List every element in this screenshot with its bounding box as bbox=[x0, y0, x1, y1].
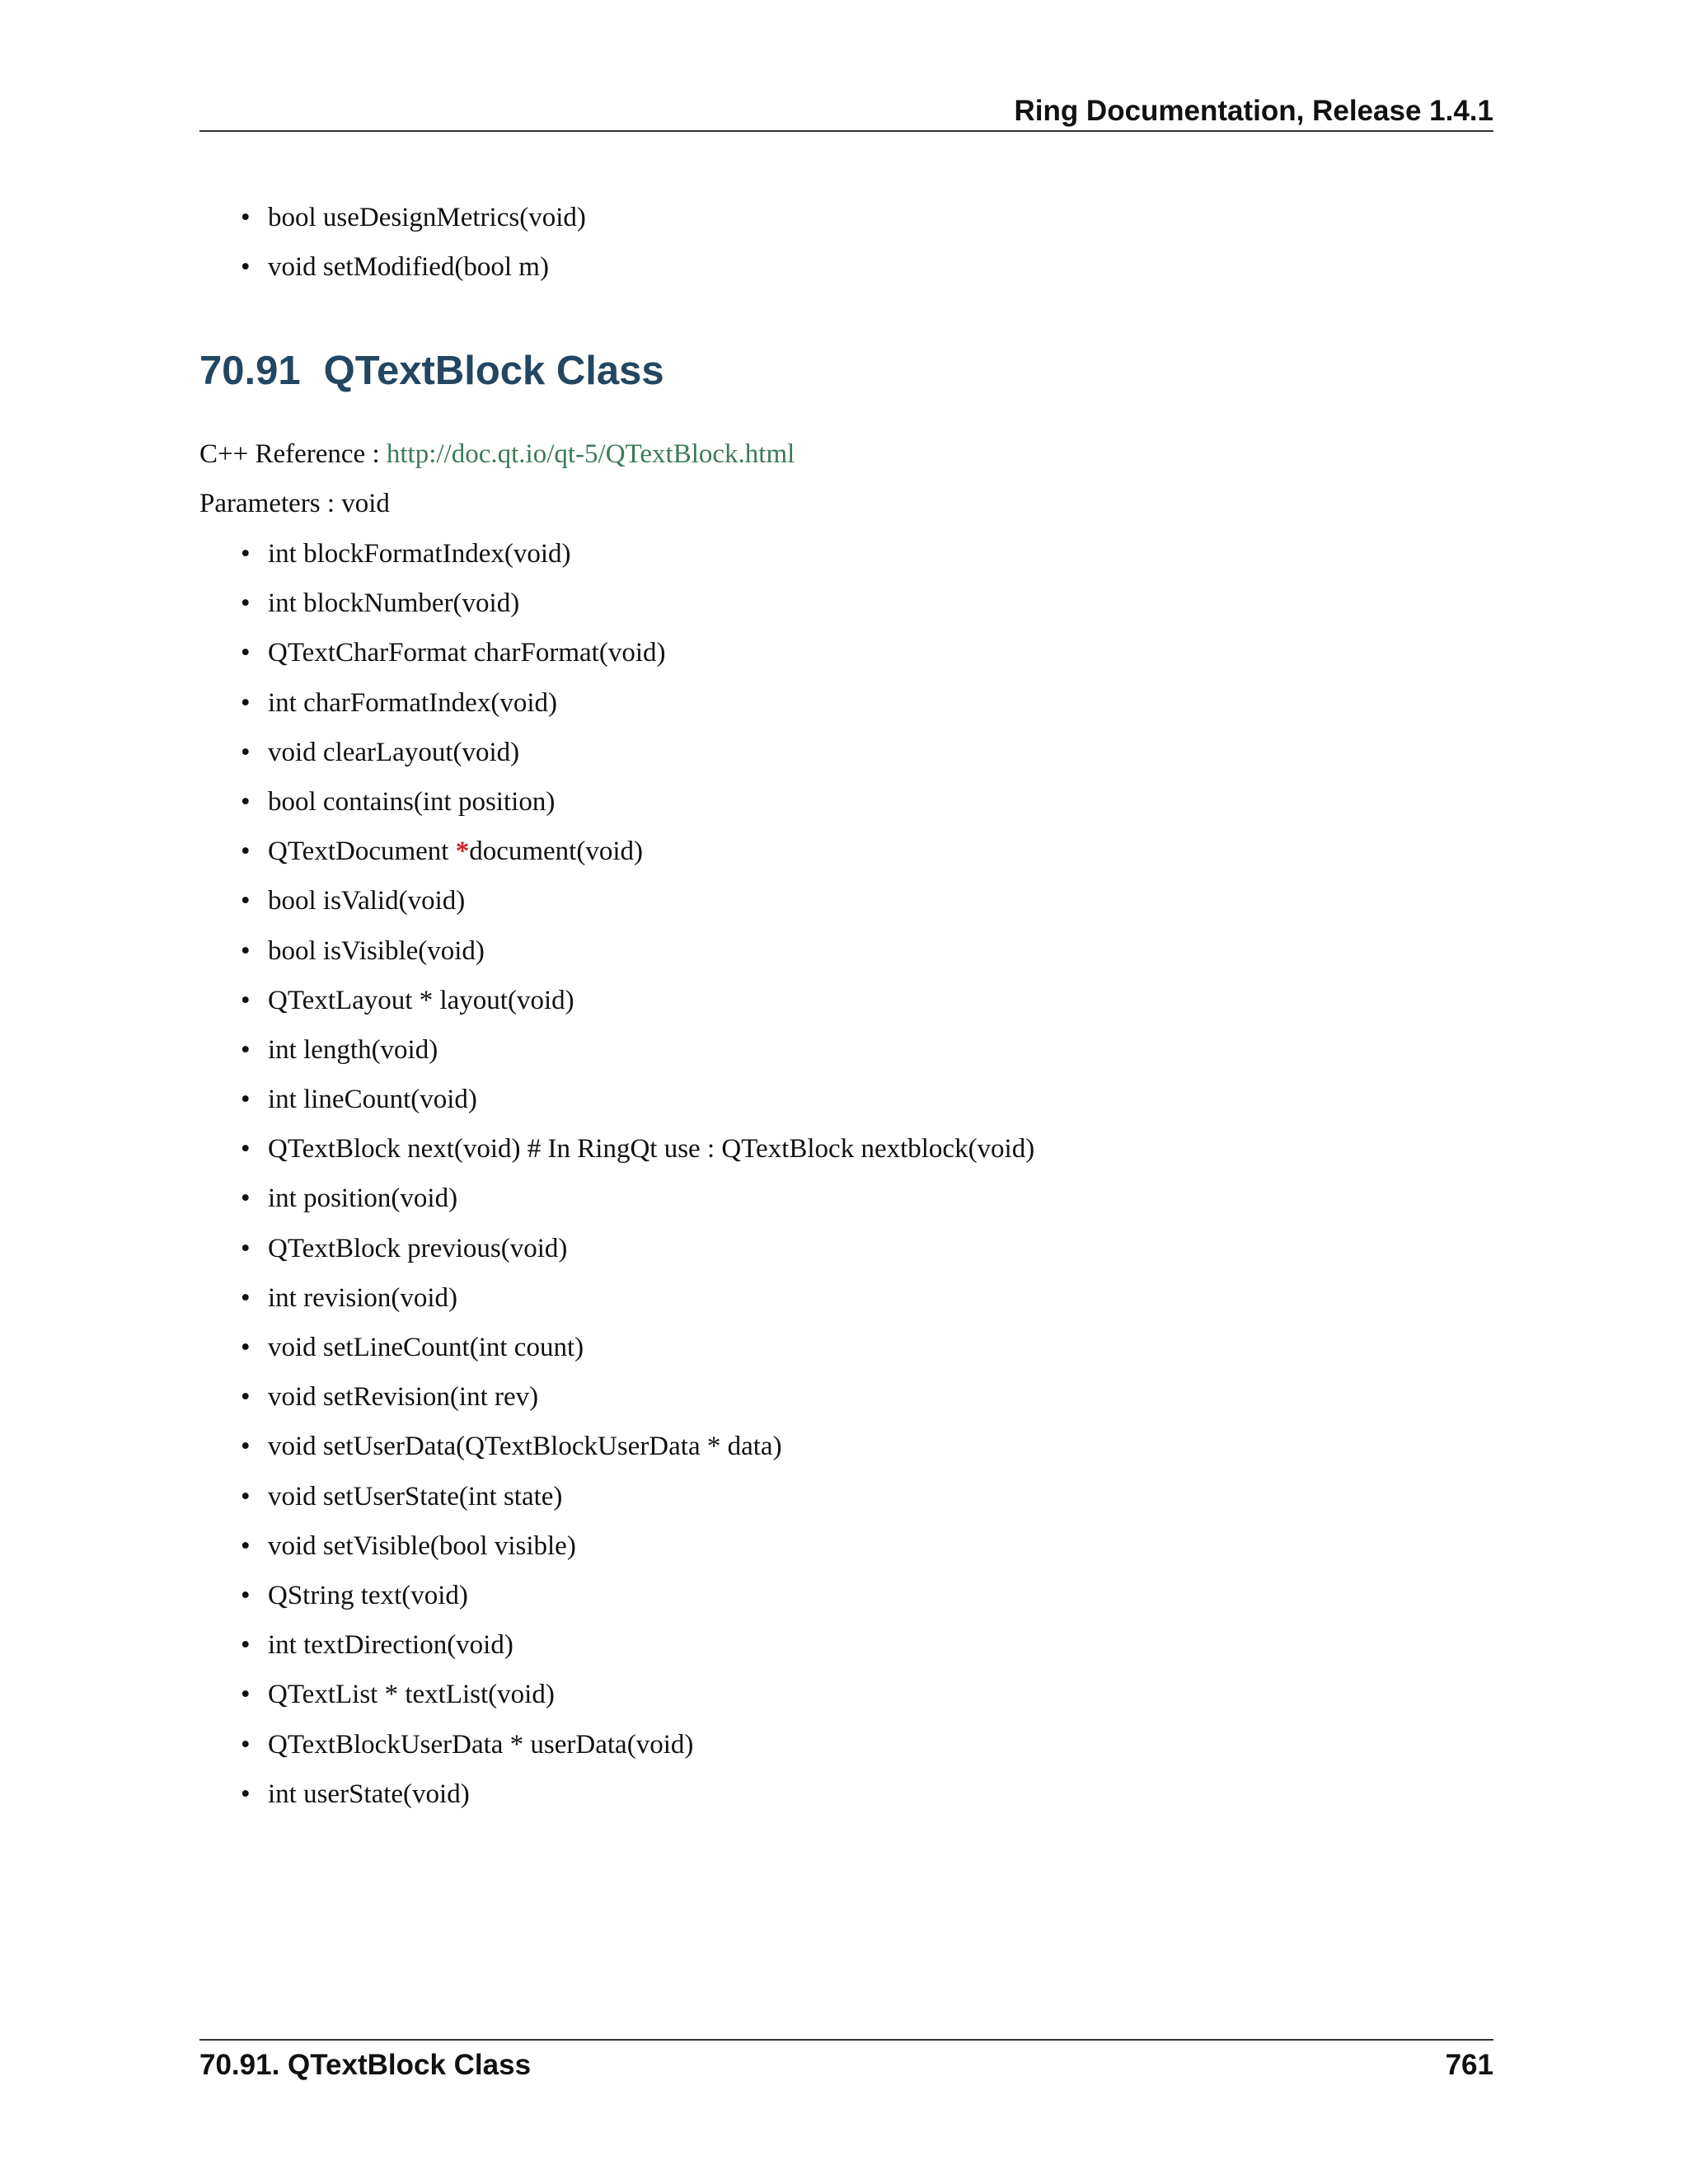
list-item bbox=[241, 728, 1034, 777]
method-suffix: document(void) bbox=[469, 837, 643, 867]
asterisk-marker: * bbox=[455, 837, 470, 867]
bullet-icon: • bbox=[241, 886, 251, 916]
section-number: 70.91 bbox=[199, 349, 301, 393]
bullet-icon: • bbox=[241, 588, 251, 619]
bullet-icon: • bbox=[241, 1432, 251, 1462]
cpp-reference-line bbox=[199, 434, 795, 475]
list-item bbox=[241, 1521, 1034, 1571]
list-item bbox=[241, 242, 586, 292]
list-item bbox=[241, 777, 1034, 827]
bullet-icon: • bbox=[241, 1034, 251, 1065]
method-signature: void setUserData(QTextBlockUserData * data) bbox=[268, 1432, 782, 1462]
method-signature: bool isVisible(void) bbox=[268, 935, 485, 966]
list-item bbox=[241, 1720, 1034, 1769]
bullet-icon: • bbox=[241, 1282, 251, 1313]
bullet-icon: • bbox=[241, 203, 251, 232]
reference-link[interactable]: http://doc.qt.io/qt-5/QTextBlock.html bbox=[386, 439, 795, 469]
method-prefix: QTextDocument bbox=[268, 837, 456, 867]
list-item bbox=[241, 529, 1034, 579]
method-signature: QTextBlock next(void) # In RingQt use : QTextBlock nextblock(void) bbox=[268, 1134, 1035, 1165]
list-item bbox=[241, 876, 1034, 926]
method-signature: void setModified(bool m) bbox=[268, 252, 549, 283]
bullet-icon: • bbox=[241, 1580, 251, 1610]
page-number: 761 bbox=[1445, 2049, 1493, 2081]
reference-label: C++ Reference : bbox=[199, 439, 387, 469]
method-signature: int position(void) bbox=[268, 1183, 458, 1214]
method-list bbox=[241, 529, 1034, 1819]
method-signature: QTextLayout * layout(void) bbox=[268, 985, 574, 1015]
list-item bbox=[241, 193, 586, 242]
bullet-icon: • bbox=[241, 1530, 251, 1561]
bullet-icon: • bbox=[241, 737, 251, 767]
list-item bbox=[241, 976, 1034, 1025]
list-item bbox=[241, 1124, 1034, 1174]
method-signature: void setVisible(bool visible) bbox=[268, 1530, 576, 1561]
list-item bbox=[241, 926, 1034, 976]
list-item bbox=[241, 1025, 1034, 1075]
method-signature bbox=[268, 837, 643, 866]
bullet-icon: • bbox=[241, 1779, 251, 1809]
section-heading bbox=[199, 338, 664, 404]
list-item bbox=[241, 1571, 1034, 1620]
bullet-icon: • bbox=[241, 1233, 251, 1263]
list-item bbox=[241, 1224, 1034, 1273]
bullet-icon: • bbox=[241, 252, 251, 283]
bullet-icon: • bbox=[241, 786, 251, 817]
bullet-icon: • bbox=[241, 1085, 251, 1115]
list-item bbox=[241, 579, 1034, 628]
method-signature: QTextList * textList(void) bbox=[268, 1680, 555, 1710]
list-item bbox=[241, 1075, 1034, 1124]
method-signature: bool useDesignMetrics(void) bbox=[268, 203, 586, 232]
method-signature: void clearLayout(void) bbox=[268, 737, 520, 767]
bullet-icon: • bbox=[241, 1382, 251, 1413]
method-signature: QString text(void) bbox=[268, 1580, 468, 1610]
bullet-icon: • bbox=[241, 638, 251, 668]
method-signature: void setRevision(int rev) bbox=[268, 1382, 539, 1413]
bullet-icon: • bbox=[241, 539, 251, 569]
bullet-icon: • bbox=[241, 935, 251, 966]
document-title: Ring Documentation, Release 1.4.1 bbox=[1014, 95, 1493, 127]
bullet-icon: • bbox=[241, 1183, 251, 1214]
footer-section-title: 70.91. QTextBlock Class bbox=[199, 2049, 532, 2081]
list-item bbox=[241, 1670, 1034, 1719]
list-item bbox=[241, 678, 1034, 728]
method-signature: bool isValid(void) bbox=[268, 886, 466, 916]
list-item bbox=[241, 1174, 1034, 1223]
list-item bbox=[241, 1472, 1034, 1521]
bullet-icon: • bbox=[241, 687, 251, 718]
method-signature: int userState(void) bbox=[268, 1779, 470, 1809]
method-signature: int lineCount(void) bbox=[268, 1085, 477, 1115]
parameters-line: Parameters : void bbox=[199, 489, 390, 518]
bullet-icon: • bbox=[241, 985, 251, 1015]
page-footer bbox=[199, 2039, 1493, 2090]
list-item bbox=[241, 1422, 1034, 1471]
list-item bbox=[241, 1372, 1034, 1422]
bullet-icon: • bbox=[241, 1729, 251, 1760]
list-item bbox=[241, 1323, 1034, 1372]
method-signature: int textDirection(void) bbox=[268, 1630, 513, 1661]
list-item bbox=[241, 1620, 1034, 1670]
method-signature: int charFormatIndex(void) bbox=[268, 687, 557, 718]
list-item bbox=[241, 1273, 1034, 1323]
method-signature: QTextCharFormat charFormat(void) bbox=[268, 638, 666, 668]
method-signature: int revision(void) bbox=[268, 1282, 458, 1313]
previous-method-list bbox=[241, 193, 586, 292]
bullet-icon: • bbox=[241, 1481, 251, 1511]
bullet-icon: • bbox=[241, 837, 251, 867]
method-signature: QTextBlockUserData * userData(void) bbox=[268, 1729, 694, 1760]
bullet-icon: • bbox=[241, 1630, 251, 1661]
method-signature: bool contains(int position) bbox=[268, 786, 556, 817]
section-title: QTextBlock Class bbox=[323, 349, 664, 393]
list-item bbox=[241, 628, 1034, 677]
method-signature: void setLineCount(int count) bbox=[268, 1333, 584, 1362]
method-signature: int blockNumber(void) bbox=[268, 588, 520, 619]
page-header bbox=[199, 92, 1493, 132]
list-item bbox=[241, 827, 1034, 876]
list-item bbox=[241, 1769, 1034, 1819]
bullet-icon: • bbox=[241, 1134, 251, 1165]
bullet-icon: • bbox=[241, 1680, 251, 1710]
bullet-icon: • bbox=[241, 1333, 251, 1362]
method-signature: QTextBlock previous(void) bbox=[268, 1233, 568, 1263]
method-signature: void setUserState(int state) bbox=[268, 1481, 563, 1511]
method-signature: int blockFormatIndex(void) bbox=[268, 539, 571, 569]
method-signature: int length(void) bbox=[268, 1034, 438, 1065]
